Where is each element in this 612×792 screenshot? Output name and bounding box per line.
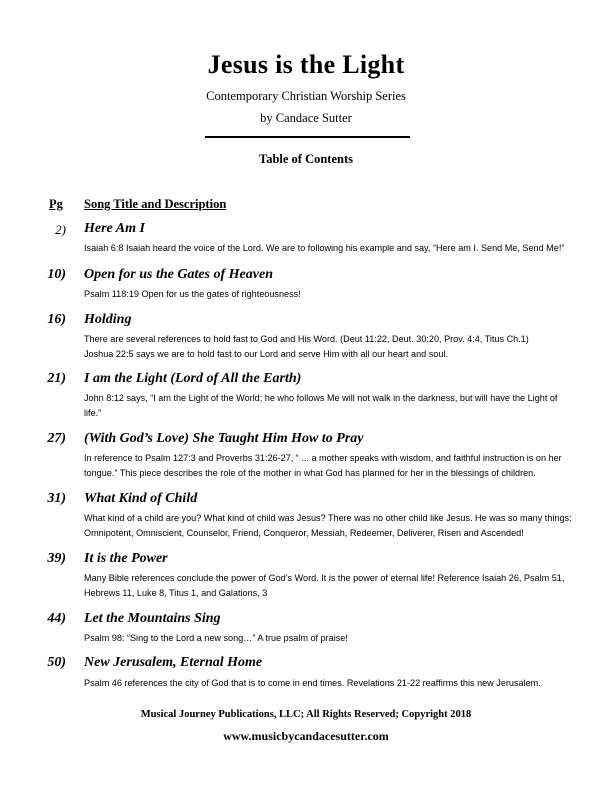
column-header-song: Song Title and Description — [84, 197, 227, 211]
entry-title: New Jerusalem, Eternal Home — [84, 655, 263, 670]
series-subtitle: Contemporary Christian Worship Series — [206, 89, 406, 103]
entry-description: In reference to Psalm 127:3 and Proverbs 31:26-27, “ ... a mother speaks with wisdom, and faithful instruction is on her tongue.” This piece describes the role of the mother in what God has planned for her in the blessings of children. — [84, 453, 562, 478]
entry-title: Here Am I — [84, 221, 145, 236]
entry-title: Holding — [84, 312, 132, 327]
entry-title: Open for us the Gates of Heaven — [84, 267, 273, 282]
page-title: Jesus is the Light — [207, 50, 405, 79]
entry-page-number: 50) — [47, 655, 66, 670]
entry-page-number: 2) — [55, 222, 66, 237]
entry-description: What kind of a child are you? What kind of child was Jesus? There was no other child like Jesus. He was so many things: Omnipotent, Omniscient, Counselor, Friend, Conqueror, Messiah, Redeemer, Deliverer, Risen and Ascended! — [84, 513, 572, 538]
entry-page-number: 44) — [47, 611, 66, 626]
title-divider — [205, 136, 410, 138]
entry-title: What Kind of Child — [84, 491, 198, 506]
entry-title: (With God’s Love) She Taught Him How to Pray — [84, 431, 364, 446]
entry-description: There are several references to hold fast to God and His Word. (Deut 11:22, Deut. 30:20, Prov. 4:4, Titus Ch.1) — [84, 334, 529, 344]
entry-title: It is the Power — [84, 551, 168, 566]
entry-description: Psalm 46 references the city of God that is to come in end times. Revelations 21-22 reaffirms this new Jerusalem. — [84, 678, 541, 688]
toc-heading: Table of Contents — [259, 152, 353, 166]
entry-description: Isaiah 6:8 Isaiah heard the voice of the Lord. We are to following his example and say, “Here am I. Send Me, Send Me!” — [84, 243, 565, 253]
entry-page-number: 31) — [47, 491, 66, 506]
entry-page-number: 10) — [47, 267, 66, 282]
entry-title: I am the Light (Lord of All the Earth) — [84, 371, 302, 386]
entry-description: John 8:12 says, “I am the Light of the World; he who follows Me will not walk in the darkness, but will have the Light of life.” — [84, 393, 558, 418]
entry-description: Many Bible references conclude the power of God’s Word. It is the power of eternal life! Reference Isaiah 26, Psalm 51, Hebrews 11, Luke 8, Titus 1, and Galations, 3 — [84, 573, 565, 598]
column-header-page: Pg — [49, 197, 63, 211]
author-line: by Candace Sutter — [260, 111, 352, 125]
entry-title: Let the Mountains Sing — [84, 611, 221, 626]
entry-page-number: 16) — [47, 312, 66, 327]
copyright-notice: Musical Journey Publications, LLC; All Rights Reserved; Copyright 2018 — [140, 709, 472, 720]
entry-description-line-2: Joshua 22:5 says we are to hold fast to our Lord and serve Him with all our heart and soul. — [84, 349, 448, 359]
website-url: www.musicbycandacesutter.com — [223, 729, 389, 743]
entry-page-number: 39) — [47, 551, 66, 566]
entry-page-number: 21) — [47, 371, 66, 386]
entry-description: Psalm 118:19 Open for us the gates of righteousness! — [84, 289, 301, 299]
entry-page-number: 27) — [47, 431, 66, 446]
entry-description: Psalm 98: “Sing to the Lord a new song…” A true psalm of praise! — [84, 633, 348, 643]
